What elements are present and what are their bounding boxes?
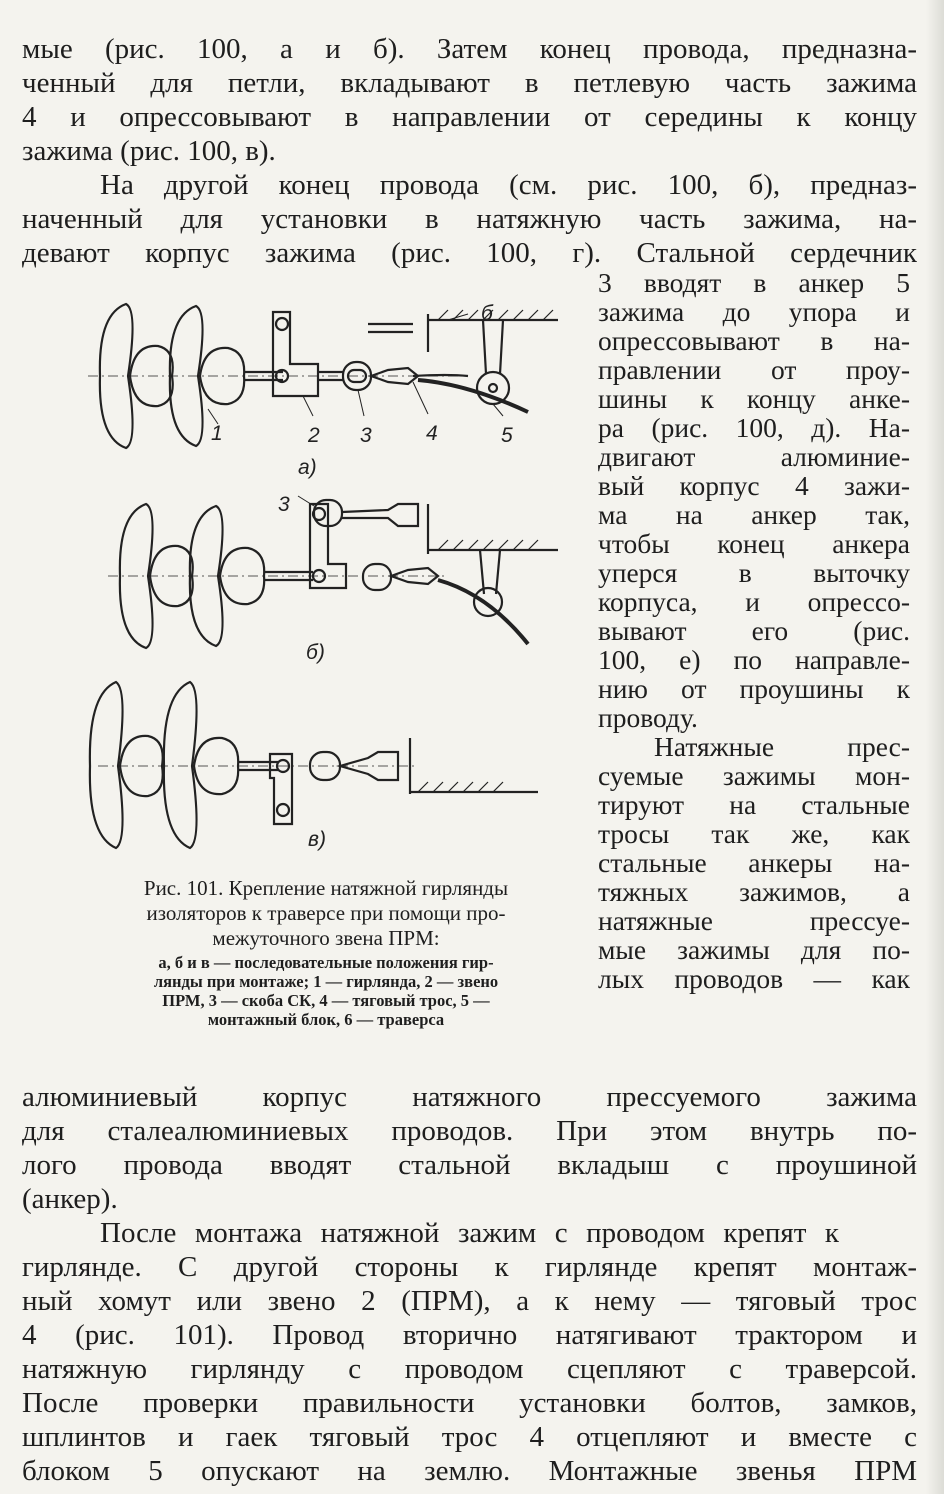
text-line: гирлянде. С другой стороны к гирлянде крепят монтаж- [22,1251,917,1283]
text-line: На другой конец провода (см. рис. 100, б), предназ- [100,169,917,201]
label-2: 2 [308,424,320,447]
text-line: лого провода вводят стальной вкладыш с проушиной [22,1149,917,1181]
label-b: б) [306,641,325,664]
column-line: опрессовывают в на- [598,325,910,356]
column-line: ра (рис. 100, д). На- [598,412,910,443]
column-line: тросы так же, как [598,818,910,849]
label-a: а) [298,456,317,479]
column-line: двигают алюминие- [598,441,910,472]
caption-note-line: ПРМ, 3 — скоба СК, 4 — тяговый трос, 5 — [162,991,490,1010]
diagram-b [108,496,558,648]
column-line: вывают его (рис. [598,615,910,646]
caption-title-line: Рис. 101. Крепление натяжной гирлянды [143,876,509,900]
text-line: шплинтов и гаек тяговый трос 4 отцепляют и вместе с [22,1421,917,1453]
text-line: для сталеалюминиевых проводов. При этом внутрь по- [22,1115,917,1147]
text-line: После монтажа натяжной зажим с проводом крепят к [100,1217,839,1249]
label-c: в) [308,828,326,851]
label-b-3: 3 [278,493,290,516]
column-line: проводу. [598,702,698,733]
column-line: Натяжные прес- [654,731,910,762]
label-4: 4 [426,422,438,445]
column-line: 3 вводят в анкер 5 [598,267,910,298]
column-line: натяжные прессуе- [598,905,910,936]
column-line: правлении от проу- [598,354,910,385]
diagram-c [90,682,538,848]
column-line: зажима до упора и [598,296,910,327]
column-line: вый корпус 4 зажи- [598,470,910,501]
column-line: уперся в выточку [598,557,910,588]
column-line: мые зажимы для по- [598,934,910,965]
text-line: 4 (рис. 101). Провод вторично натягивают трактором и [22,1319,917,1351]
text-line: (анкер). [22,1183,118,1215]
figure-101 [68,284,588,854]
text-line: ченный для петли, вкладывают в петлевую часть зажима [22,67,917,99]
caption-note-line: монтажный блок, 6 — траверса [207,1010,445,1029]
column-line: корпуса, и опрессо- [598,586,910,617]
label-3: 3 [360,424,372,447]
column-line: нию от проушины к [598,673,910,704]
text-line: блоком 5 опускают на землю. Монтажные звенья ПРМ [22,1455,917,1487]
caption-title-line: изоляторов к траверсе при помощи про- [146,901,506,925]
caption-note-line: а, б и в — последовательные положения гир- [158,953,494,972]
column-line: тируют на стальные [598,789,910,820]
column-line: чтобы конец анкера [598,528,910,559]
column-line: стальные анкеры на- [598,847,910,878]
caption-note-line: лянды при монтаже; 1 — гирлянда, 2 — звено [153,972,499,991]
text-line: зажима (рис. 100, в). [22,135,276,167]
column-line: ма на анкер так, [598,499,910,530]
text-line: алюминиевый корпус натяжного прессуемого зажима [22,1081,917,1113]
insulator-string-drawing [68,284,588,854]
label-5: 5 [501,424,513,447]
text-line: мые (рис. 100, а и б). Затем конец провода, предназна- [22,33,917,65]
text-line: ный хомут или звено 2 (ПРМ), а к нему — тяговый трос [22,1285,917,1317]
label-1: 1 [211,422,223,445]
text-line: наченный для установки в натяжную часть зажима, на- [22,203,917,235]
column-line: тяжных зажимов, а [598,876,910,907]
text-line: После проверки правильности установки болтов, замков, [22,1387,917,1419]
caption-title-line: межуточного звена ПРМ: [212,926,440,950]
text-line: девают корпус зажима (рис. 100, г). Стальной сердечник [22,237,917,269]
diagram-a [88,304,558,448]
text-line: 4 и опрессовывают в направлении от середины к концу [22,101,917,133]
figure-caption [66,876,586,1029]
column-line: лых проводов — как [598,963,910,994]
text-line: натяжную гирлянду с проводом сцепляют с траверсой. [22,1353,917,1385]
label-6: б [481,302,493,325]
column-line: суемые зажимы мон- [598,760,910,791]
column-line: шины к концу анке- [598,383,910,414]
page-edge-shadow [926,0,944,1494]
column-line: 100, е) по направле- [598,644,910,675]
